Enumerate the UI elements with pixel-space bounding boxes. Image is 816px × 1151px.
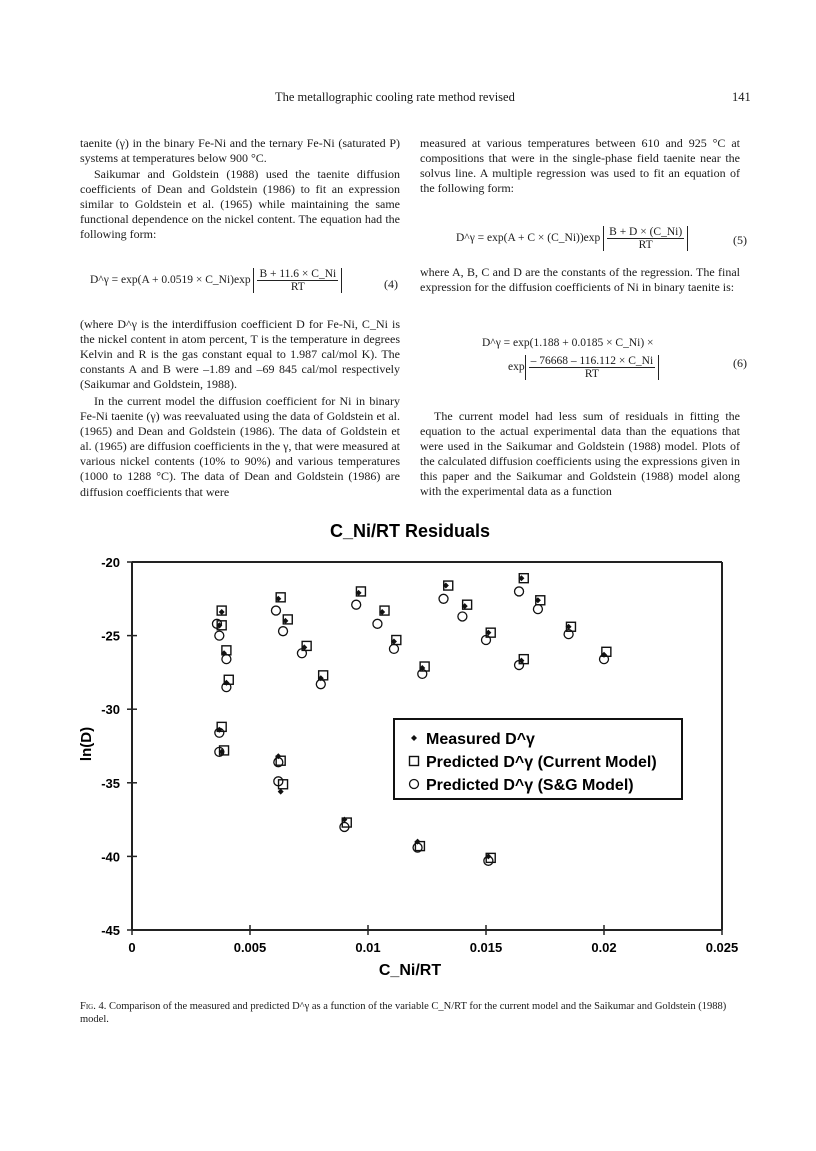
data-point-diamond <box>278 789 284 795</box>
data-point-circle <box>458 612 467 621</box>
eq6-numerator: – 76668 – 116.112 × C_Ni <box>530 355 654 367</box>
left-para-4: In the current model the diffusion coefficient for Ni in binary Fe-Ni taenite (γ) was reevaluated using the data of Goldstein et al. (1965) and Dean and Goldstein (1986). The data of Goldstein et al. (1965) are diffusion coefficients in the γ, that were measured at various nickel contents (10% to 90%) and various temperatures (1000 to 1288 °C). The data of Dean and Goldstein (1986) are diffusion coefficients that were <box>80 394 400 499</box>
legend-label: Measured D^γ <box>426 731 535 748</box>
x-tick-label: 0.005 <box>233 940 267 955</box>
data-point-circle <box>373 619 382 628</box>
x-tick-label: 0 <box>128 940 136 955</box>
y-axis-label: ln(D) <box>78 726 95 762</box>
y-tick-label: -45 <box>101 923 120 938</box>
figure-caption <box>80 1000 740 1026</box>
caption-text: Comparison of the measured and predicted D^γ as a function of the variable C_N/RT for the current model and the Saikumar and Goldstein (1988) model. <box>80 1001 727 1025</box>
eq4-denominator: RT <box>290 281 305 293</box>
chart-title: C_Ni/RT Residuals <box>329 521 491 541</box>
y-tick-label: -35 <box>101 775 120 791</box>
right-para-2: where A, B, C and D are the constants of the regression. The final expression for the diffusion coefficients of Ni in binary taenite is: <box>420 265 740 295</box>
eq5-numerator: B + D × (C_Ni) <box>609 226 683 238</box>
right-para-3: The current model had less sum of residuals in fitting the equation to the actual experimental data than the equations that were used in the Saikumar and Goldstein (1988) model. Plots of the calculated diffusion coefficients using the expressions given in this paper and the Saikumar and Goldstein (1988) model along with the experimental data as a function <box>420 409 740 499</box>
data-point-circle <box>352 600 361 609</box>
eq4-numerator: B + 11.6 × C_Ni <box>259 268 337 280</box>
equation-4 <box>90 268 350 293</box>
data-point-circle <box>533 605 542 614</box>
running-title: The metallographic cooling rate method revised <box>275 90 515 104</box>
eq5-denominator: RT <box>638 239 653 251</box>
x-tick-label: 0.025 <box>705 940 739 955</box>
y-tick-label: -25 <box>101 628 120 644</box>
right-para-1: measured at various temperatures between 610 and 925 °C at compositions that were in the single-phase field taenite near the solvus line. A multiple regression was used to fit an equation of the following form: <box>420 136 740 196</box>
eq6-line1: D^γ = exp(1.188 + 0.0185 × C_Ni) × <box>482 337 654 349</box>
legend-label: Predicted D^γ (Current Model) <box>426 754 657 771</box>
page-number: 141 <box>732 90 751 104</box>
eq5-number: (5) <box>733 233 747 247</box>
eq4-lhs: D^γ = exp(A + 0.0519 × C_Ni)exp <box>90 274 251 287</box>
y-tick-label: -40 <box>101 849 120 865</box>
y-tick-label: -30 <box>101 702 120 718</box>
x-tick-label: 0.015 <box>469 940 503 955</box>
eq5-lhs: D^γ = exp(A + C × (C_Ni))exp <box>456 232 601 245</box>
data-point-circle <box>279 627 288 636</box>
left-para-2: Saikumar and Goldstein (1988) used the taenite diffusion coefficients of Dean and Goldstein (1986) to fit an expression similar to Goldstein et al. (1965) while maintaining the same functional dependence on the nickel content. The equation had the following form: <box>80 167 400 242</box>
data-point-circle <box>222 655 231 664</box>
x-tick-label: 0.02 <box>591 940 617 955</box>
equation-6-exp: exp $\frac{- 76668 - 116.112 \times C\_Ni}{RT}$ <box>508 355 659 380</box>
x-tick-label: 0.01 <box>355 940 381 955</box>
data-point-diamond <box>219 609 225 615</box>
equation-5 <box>456 226 726 251</box>
eq4-number: (4) <box>384 277 398 291</box>
legend-label: Predicted D^γ (S&G Model) <box>426 777 634 794</box>
y-tick-label: -20 <box>101 555 120 570</box>
chart <box>0 515 816 985</box>
data-point-circle <box>271 606 280 615</box>
data-point-circle <box>215 631 224 640</box>
eq6-denominator: RT <box>584 368 599 380</box>
caption-label: Fig. 4. <box>80 1001 107 1012</box>
data-point-circle <box>389 644 398 653</box>
left-para-1: taenite (γ) in the binary Fe-Ni and the ternary Fe-Ni (saturated P) systems at temperatures below 900 °C. <box>80 136 400 166</box>
page-header <box>0 90 816 110</box>
data-point-circle <box>439 594 448 603</box>
left-para-3: (where D^γ is the interdiffusion coefficient D for Fe-Ni, C_Ni is the nickel content in atom percent, T is the temperature in degrees Kelvin and R is the gas constant equal to 1.987 cal/mol K). The constants A and B were –1.89 and –69 845 cal/mol respectively (Saikumar and Goldstein, 1988). <box>80 317 400 392</box>
eq6-number: (6) <box>733 356 747 370</box>
data-point-circle <box>515 587 524 596</box>
x-axis-label: C_Ni/RT <box>378 962 442 979</box>
